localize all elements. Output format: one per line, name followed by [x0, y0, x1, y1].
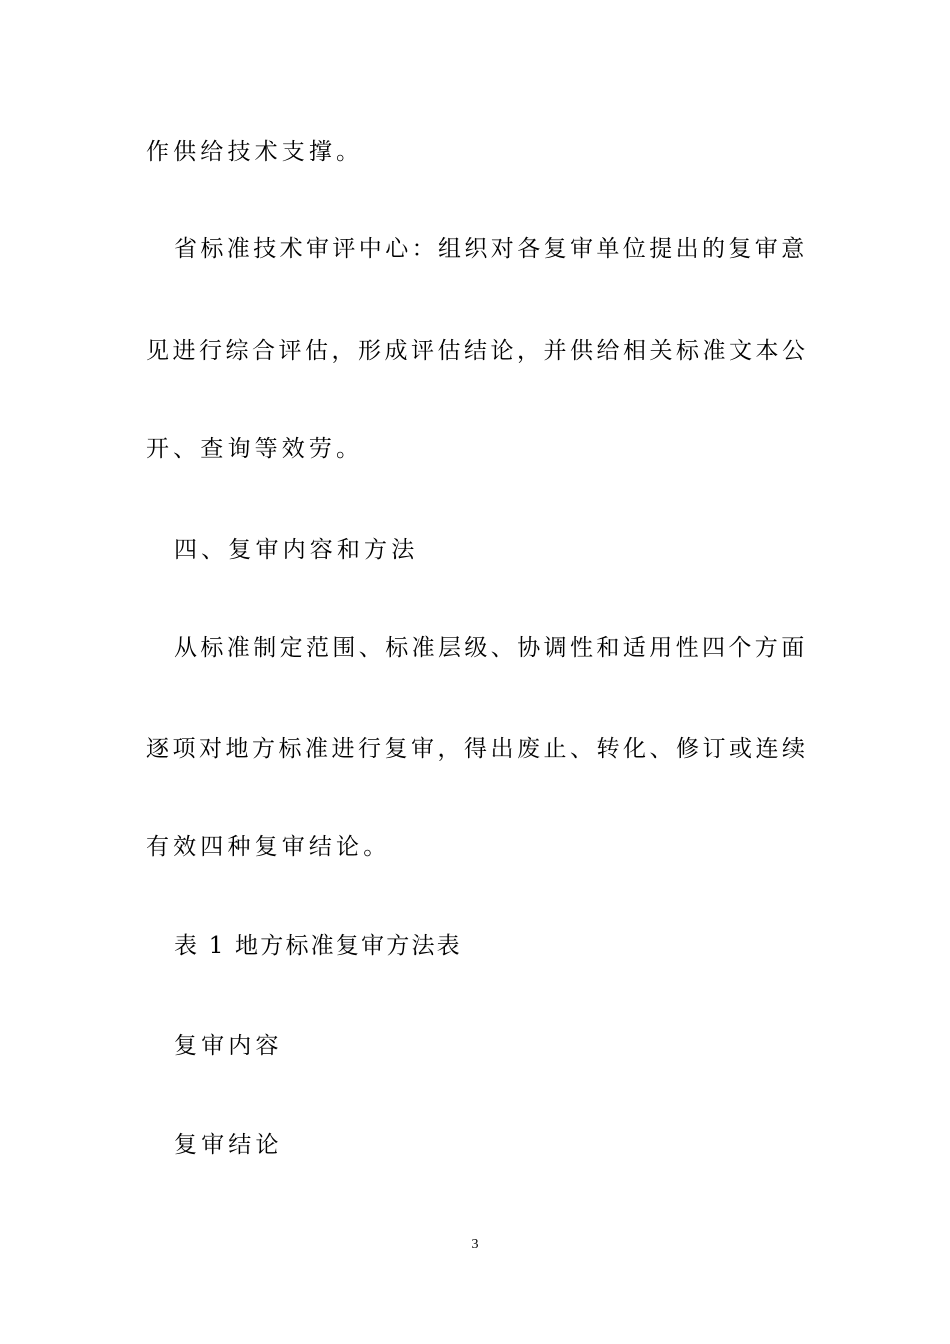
page-number: 3 — [471, 1237, 479, 1252]
paragraph-line-1: 作供给技术支撑。 — [146, 139, 364, 165]
table-caption: 表 1 地方标准复审方法表 — [174, 933, 462, 959]
table-header-review-conclusion: 复审结论 — [174, 1132, 283, 1158]
paragraph-line-2: 省标准技术审评中心：组织对各复审单位提出的复审意 — [174, 236, 808, 262]
paragraph-line-4: 开、查询等效劳。 — [146, 436, 364, 462]
table-header-review-content: 复审内容 — [174, 1033, 283, 1059]
paragraph-line-7: 有效四种复审结论。 — [146, 834, 391, 860]
section-heading: 四、复审内容和方法 — [174, 537, 419, 563]
paragraph-line-6: 逐项对地方标准进行复审，得出废止、转化、修订或连续 — [146, 736, 809, 762]
paragraph-line-3: 见进行综合评估，形成评估结论，并供给相关标准文本公 — [146, 338, 809, 364]
paragraph-line-5: 从标准制定范围、标准层级、协调性和适用性四个方面 — [174, 635, 808, 661]
